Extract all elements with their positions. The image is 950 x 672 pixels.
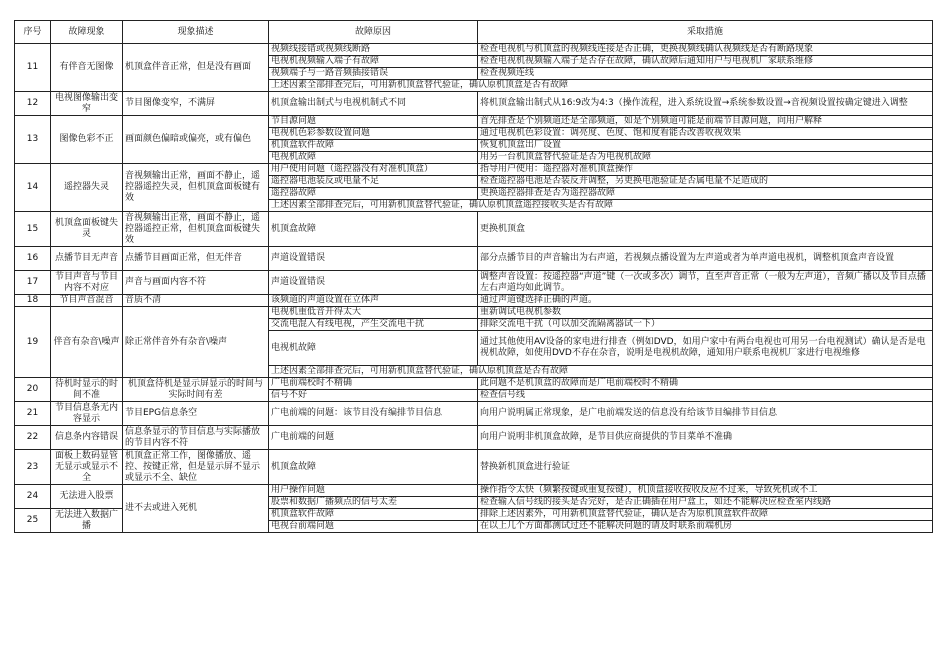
header-measure: 采取措施 <box>478 21 933 44</box>
table-row <box>15 426 933 450</box>
measure-cell: 通过电视机色彩设置：调亮度、色度、饱和度看能否改善收视效果 <box>478 128 933 140</box>
symptom-cell: 无法进入数据广播 <box>51 509 123 533</box>
row-index: 11 <box>15 44 51 92</box>
cause-cell: 用户使用问题（遥控器没有对准机顶盒） <box>269 164 478 176</box>
cause-cell: 广电前端校时不精确 <box>269 378 478 390</box>
row-index: 25 <box>15 509 51 533</box>
table-row <box>15 247 933 271</box>
symptom-cell: 面板上数码显管无显示或显示不全 <box>51 450 123 485</box>
symptom-cell: 无法进入股票 <box>51 485 123 509</box>
cause-cell: 用户操作问题 <box>269 485 478 497</box>
description-cell: 音视频输出正常，画面不静止，遥控器遥控失灵，但机顶盒面板键有效 <box>123 164 269 212</box>
description-cell: 画面颜色偏暗或偏亮，或有偏色 <box>123 116 269 164</box>
description-cell: 点播节目画面正常，但无伴音 <box>123 247 269 271</box>
measure-cell: 更换机顶盒 <box>478 212 933 247</box>
header-index: 序号 <box>15 21 51 44</box>
symptom-cell: 电视图像输出变窄 <box>51 92 123 116</box>
row-index: 15 <box>15 212 51 247</box>
note-cell: 上述因素全部排查完后，可用新机顶盒替代验证，确认原机顶盒遥控接收头是否有故障 <box>269 200 933 212</box>
cause-cell: 机顶盒软件故障 <box>269 509 478 521</box>
cause-cell: 该频道的声道设置在立体声 <box>269 295 478 307</box>
measure-cell: 向用户说明非机顶盒故障，是节目供应商提供的节目菜单不准确 <box>478 426 933 450</box>
measure-cell: 部分点播节目的声音输出为右声道，若视频点播设置为左声道或者为单声道电视机，调整机顶盒声音设置 <box>478 247 933 271</box>
symptom-cell: 机顶盒面板键失灵 <box>51 212 123 247</box>
symptom-cell: 伴音有杂音\噪声 <box>51 307 123 378</box>
table-row <box>15 402 933 426</box>
table-row <box>15 212 933 247</box>
measure-cell: 替换新机顶盒进行验证 <box>478 450 933 485</box>
measure-cell: 在以上几个方面都测试过还不能解决问题的请及时联系前端机房 <box>478 521 933 533</box>
measure-cell: 指导用户使用：遥控器对准机顶盒操作 <box>478 164 933 176</box>
cause-cell: 电视机色彩参数设置问题 <box>269 128 478 140</box>
header-symptom: 故障现象 <box>51 21 123 44</box>
measure-cell: 操作指令太快（频繁按键或重复按键），机顶盒接收按收反应不过来，导致死机或不工 <box>478 485 933 497</box>
measure-cell: 通过其他使用AV设备的家电进行排查（例如DVD，如用户家中有两台电视也可用另一台电视测试）确认是否是电视机故障，如使用DVD不存在杂音，说明是电视机故障，通知用户联系电视机厂家进行电视维修 <box>478 331 933 366</box>
description-cell: 节目EPG信息条空 <box>123 402 269 426</box>
table-row <box>15 92 933 116</box>
measure-cell: 通过声道键选择正确的声道。 <box>478 295 933 307</box>
description-cell: 音质不清 <box>123 295 269 307</box>
symptom-cell: 点播节目无声音 <box>51 247 123 271</box>
table-header-row <box>15 21 933 44</box>
row-index: 20 <box>15 378 51 402</box>
row-index: 12 <box>15 92 51 116</box>
measure-cell: 用另一台机顶盒替代验证是否为电视机故障 <box>478 152 933 164</box>
measure-cell: 排除交流电干扰（可以加交流隔离器试一下） <box>478 319 933 331</box>
symptom-cell: 待机时显示的时间不准 <box>51 378 123 402</box>
measure-cell: 更换遥控器排查是否为遥控器故障 <box>478 188 933 200</box>
row-index: 23 <box>15 450 51 485</box>
description-cell: 机顶盒伴音正常，但是没有画面 <box>123 44 269 92</box>
cause-cell: 电视台前端问题 <box>269 521 478 533</box>
cause-cell: 电视机故障 <box>269 152 478 164</box>
table-row <box>15 450 933 485</box>
measure-cell: 检查输入信号线的接头是否完好，是否正确插在用户盒上，如还不能解决应检查室内线路 <box>478 497 933 509</box>
cause-cell: 电视机视频输入端子有故障 <box>269 56 478 68</box>
table-row <box>15 378 933 390</box>
symptom-cell: 有伴音无图像 <box>51 44 123 92</box>
note-cell: 上述因素全部排查完后，可用新机顶盒替代验证，确认原机顶盒是否有故障 <box>269 80 933 92</box>
description-cell: 声音与画面内容不符 <box>123 271 269 295</box>
measure-cell: 调整声音设置：按遥控器“声道”键（一次或多次）调节，直至声音正常（一般为左声道），音频广播以及节目点播左右声道均如此调节。 <box>478 271 933 295</box>
row-index: 18 <box>15 295 51 307</box>
description-cell: 音视频输出正常，画面不静止，遥控器遥控正常，但机顶盒面板键失效 <box>123 212 269 247</box>
cause-cell: 电视机故障 <box>269 331 478 366</box>
table-row <box>15 307 933 319</box>
cause-cell: 股票和数据广播频点的信号太差 <box>269 497 478 509</box>
cause-cell: 信号不好 <box>269 390 478 402</box>
cause-cell: 机顶盒故障 <box>269 212 478 247</box>
row-index: 16 <box>15 247 51 271</box>
cause-cell: 视频线接错或视频线断路 <box>269 44 478 56</box>
description-cell: 节目图像变窄，不满屏 <box>123 92 269 116</box>
measure-cell: 检查电视机与机顶盒的视频线连接是否正确，更换视频线确认视频线是否有断路现象 <box>478 44 933 56</box>
description-cell: 机顶盒待机是显示屏显示的时间与实际时间有差 <box>123 378 269 402</box>
measure-cell: 检查视频连线 <box>478 68 933 80</box>
measure-cell: 此问题不是机顶盒的故障而是广电前端校时不精确 <box>478 378 933 390</box>
description-cell: 除正常伴音外有杂音\噪声 <box>123 307 269 378</box>
measure-cell: 检查信号线 <box>478 390 933 402</box>
measure-cell: 将机顶盒输出制式从16:9改为4:3（操作流程，进入系统设置→系统参数设置→音视频设置按确定键进入调整 <box>478 92 933 116</box>
cause-cell: 电视机重低音开得太大 <box>269 307 478 319</box>
description-cell: 进不去或进入死机 <box>123 485 269 533</box>
table-row <box>15 271 933 295</box>
symptom-cell: 节目声音混音 <box>51 295 123 307</box>
description-cell: 信息条显示的节目信息与实际播放的节目内容不符 <box>123 426 269 450</box>
symptom-cell: 遥控器失灵 <box>51 164 123 212</box>
symptom-cell: 图像色彩不正 <box>51 116 123 164</box>
cause-cell: 遥控器电池装反或电量不足 <box>269 176 478 188</box>
table-row <box>15 44 933 56</box>
fault-table <box>14 20 933 533</box>
table-row <box>15 295 933 307</box>
symptom-cell: 节目声音与节目内容不对应 <box>51 271 123 295</box>
note-cell: 上述因素全部排查完后，可用新机顶盒替代验证，确认原机顶盒是否有故障 <box>269 366 933 378</box>
table-body <box>15 44 933 533</box>
cause-cell: 机顶盒故障 <box>269 450 478 485</box>
cause-cell: 机顶盒软件故障 <box>269 140 478 152</box>
fault-table-wrap <box>14 20 933 533</box>
cause-cell: 机顶盒输出制式与电视机制式不同 <box>269 92 478 116</box>
row-index: 13 <box>15 116 51 164</box>
table-row <box>15 116 933 128</box>
measure-cell: 重新调试电视机参数 <box>478 307 933 319</box>
measure-cell: 排除上述因素外，可用新机顶盒替代验证，确认是否为原机顶盒软件故障 <box>478 509 933 521</box>
table-row <box>15 164 933 176</box>
measure-cell: 首先排查是个别频道还是全部频道，如是个别频道可能是前端节目源问题，向用户解释 <box>478 116 933 128</box>
symptom-cell: 节目信息条无内容显示 <box>51 402 123 426</box>
cause-cell: 广电前端的问题 <box>269 426 478 450</box>
cause-cell: 视频端子与一路音频插接错误 <box>269 68 478 80</box>
measure-cell: 检查遥控器电池是否装反并调整，另更换电池验证是否属电量不足造成的 <box>478 176 933 188</box>
row-index: 14 <box>15 164 51 212</box>
symptom-cell: 信息条内容错误 <box>51 426 123 450</box>
cause-cell: 节目源问题 <box>269 116 478 128</box>
cause-cell: 广电前端的问题：该节目没有编排节目信息 <box>269 402 478 426</box>
row-index: 19 <box>15 307 51 378</box>
cause-cell: 声道设置错误 <box>269 271 478 295</box>
cause-cell: 遥控器故障 <box>269 188 478 200</box>
header-description: 现象描述 <box>123 21 269 44</box>
row-index: 22 <box>15 426 51 450</box>
header-cause: 故障原因 <box>269 21 478 44</box>
row-index: 17 <box>15 271 51 295</box>
cause-cell: 交流电混入有线电视，产生交流电干扰 <box>269 319 478 331</box>
measure-cell: 检查电视机视频输入端子是否存在故障，确认故障后通知用户与电视机厂家联系维修 <box>478 56 933 68</box>
description-cell: 机顶盒正常工作，图像播放、遥控、按键正常，但是显示屏不显示或显示不全、缺位 <box>123 450 269 485</box>
row-index: 21 <box>15 402 51 426</box>
cause-cell: 声道设置错误 <box>269 247 478 271</box>
measure-cell: 恢复机顶盒出厂设置 <box>478 140 933 152</box>
table-row <box>15 485 933 497</box>
row-index: 24 <box>15 485 51 509</box>
measure-cell: 向用户说明属正常现象，是广电前端发送的信息没有给该节目编排节目信息 <box>478 402 933 426</box>
